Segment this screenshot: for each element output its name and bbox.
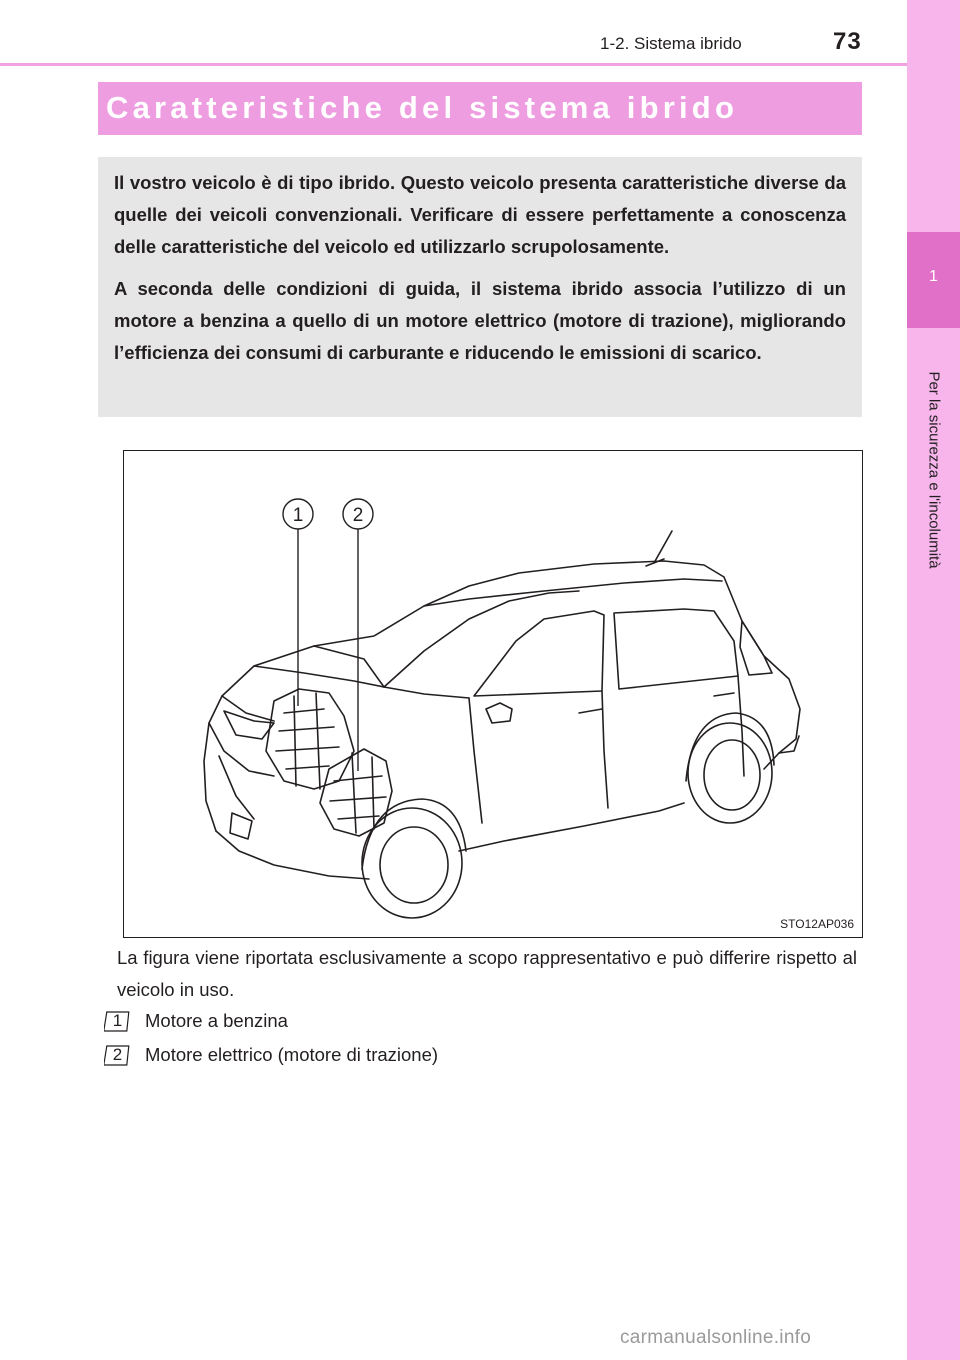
section-title: 1-2. Sistema ibrido: [600, 34, 742, 53]
legend-label: Motore elettrico (motore di trazione): [145, 1044, 439, 1065]
legend-number: 2: [112, 1045, 123, 1064]
car-illustration: [124, 451, 864, 939]
intro-box: [98, 157, 862, 417]
side-chapter-strip: [907, 0, 960, 1360]
page-title: Caratteristiche del sistema ibrido: [106, 90, 739, 125]
legend-number-badge: [104, 1010, 131, 1034]
chapter-number: 1: [929, 268, 938, 285]
figure-caption: La figura viene riportata esclusivamente a scopo rappresentativo e può differire rispetto al veicolo in uso.: [117, 947, 857, 1000]
intro-paragraph-1: Il vostro veicolo è di tipo ibrido. Questo veicolo presenta caratteristiche diverse da quelle dei veicoli convenzionali. Verificare di essere perfettamente a conoscenza delle caratteristiche del veicolo ed utilizzarlo scrupolosamente.: [114, 172, 846, 257]
legend-number: 1: [112, 1011, 123, 1030]
chapter-title: Per la sicurezza e l'incolumità: [925, 371, 943, 569]
figure-code: STO12AP036: [780, 917, 854, 931]
watermark: carmanualsonline.info: [620, 1327, 812, 1348]
header-rule: [0, 63, 907, 66]
legend-number-badge: [104, 1044, 131, 1068]
title-banner: [98, 82, 862, 135]
chapter-tab[interactable]: [907, 232, 960, 328]
legend-label: Motore a benzina: [145, 1010, 288, 1031]
intro-paragraph-2: A seconda delle condizioni di guida, il sistema ibrido associa l’utilizzo di un motore a benzina a quello di un motore elettrico (motore di trazione), migliorando l’efficienza dei consumi di carburante e riducendo le emissioni di scarico.: [114, 278, 846, 363]
callout-1: 1: [292, 505, 304, 526]
car-illustration-frame: [123, 450, 863, 938]
page-number: 73: [833, 28, 862, 55]
callout-2: 2: [352, 505, 364, 526]
